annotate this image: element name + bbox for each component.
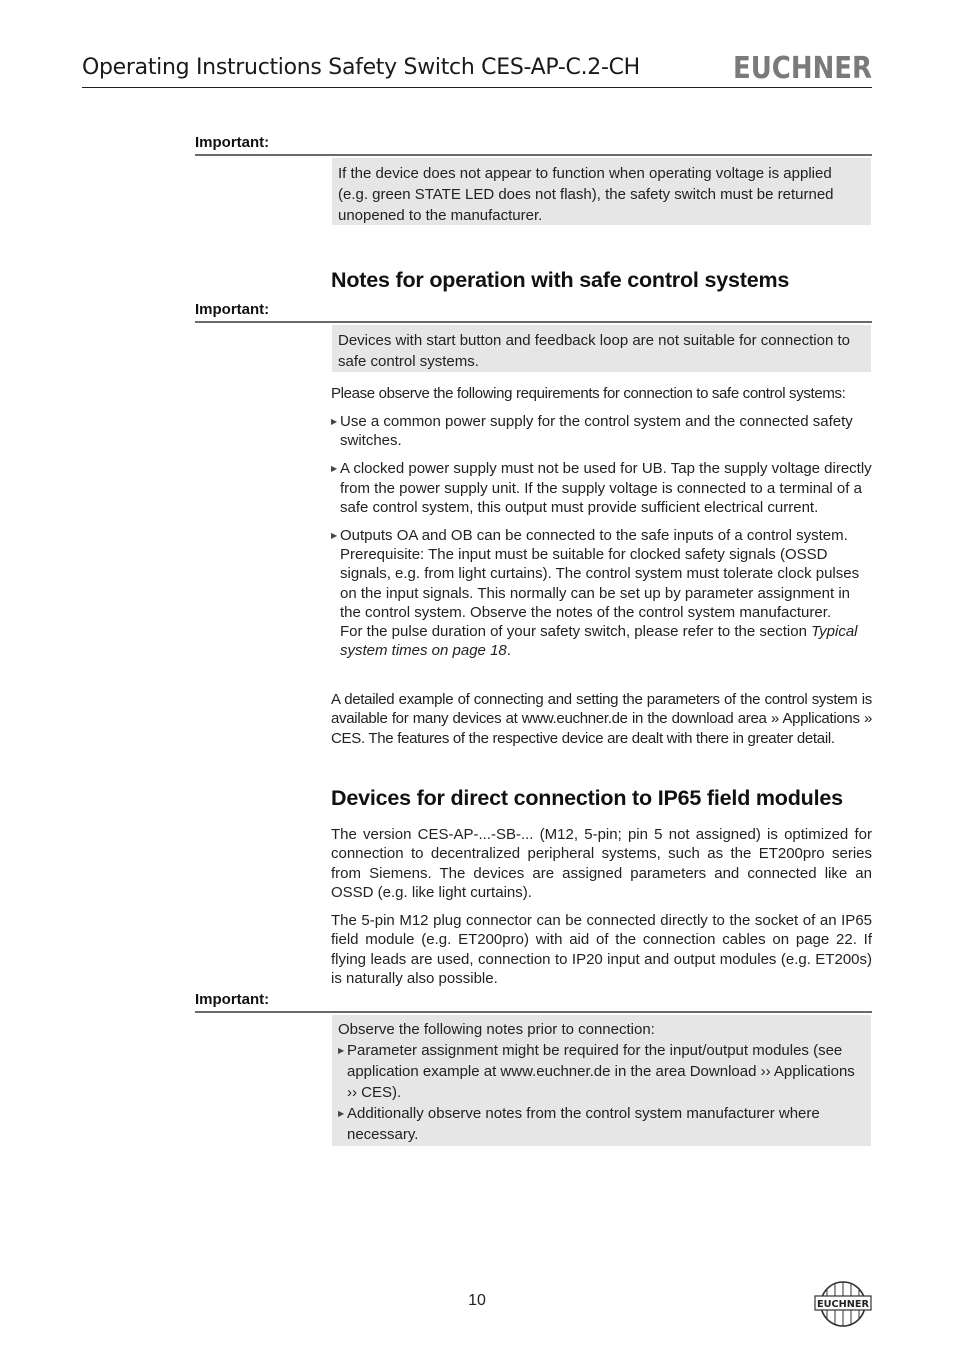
important-divider [195,1011,872,1013]
bullet-arrow-icon: ▶ [331,417,338,426]
important-divider [195,321,872,323]
paragraph: The 5-pin M12 plug connector can be connected directly to the socket of an IP65 field module (e.g. ET200pro) with aid of the connection cables on page 22. If flying leads are used, connection to IP20 input and output modules (e.g. ET200s) is naturally also possible. [331,912,872,987]
important-label: Important: [195,991,270,1008]
list-item-text: . [506,642,511,660]
euchner-seal-logo [813,1280,873,1328]
document-title: Operating Instructions Safety Switch CES-AP-C.2-CH [82,55,640,80]
bullet-arrow-icon: ▶ [338,1046,345,1055]
important-divider [195,154,872,156]
list-item-text: For the pulse duration of your safety switch, please refer to the section [340,623,812,641]
list-item-text: Additionally observe notes from the control system manufacturer where necessary. [347,1105,820,1143]
important-note-box [332,1015,871,1146]
important-note-text: Observe the following notes prior to connection: [338,1021,655,1038]
list-item [331,459,872,517]
paragraph: The version CES-AP-...-SB-... (M12, 5-pin; pin 5 not assigned) is optimized for connection to decentralized peripheral systems, such as the ET200pro series from Siemens. The devices are assigned parameters and connected like an OSSD (e.g. like light curtains). [331,826,872,901]
closing-paragraph: A detailed example of connecting and setting the parameters of the control system is available for many devices at www.euchner.de in the download area » Applications » CES. The features of the respective device are dealt with there in greater detail. [331,691,872,747]
header-divider [82,87,872,88]
list-item [331,526,872,660]
seal-logo-text: EUCHNER [817,1299,870,1310]
list-item-text: A clocked power supply must not be used for UB. Tap the supply voltage directly from the power supply unit. If the supply voltage is connected to a terminal of a safe control system, this output must provide sufficient electrical current. [340,460,872,516]
page-number: 10 [468,1292,486,1309]
note-list [338,1040,865,1145]
logo-text: EUCHNER [733,51,872,86]
important-note-box [332,325,871,372]
section-heading-ip65: Devices for direct connection to IP65 field modules [331,786,843,810]
important-label: Important: [195,134,270,151]
list-item [338,1103,865,1145]
list-item [338,1040,865,1103]
important-label: Important: [195,301,270,318]
list-item [331,412,872,450]
list-item-text: Parameter assignment might be required for the input/output modules (see application example at www.euchner.de in the area Download ›› Applications ›› CES). [347,1042,855,1101]
euchner-logo [733,50,872,86]
important-note-text: If the device does not appear to function when operating voltage is applied (e.g. green STATE LED does not flash), the safety switch must be returned unopened to the manufacturer. [338,165,834,224]
bullet-arrow-icon: ▶ [331,464,338,474]
section-heading-safe-control: Notes for operation with safe control systems [331,268,790,292]
requirements-list [331,412,872,669]
important-note-text: Devices with start button and feedback loop are not suitable for connection to safe control systems. [338,332,850,370]
cross-reference: Typical system times on page 18 [340,623,858,660]
intro-paragraph: Please observe the following requirements for connection to safe control systems: [331,385,846,402]
list-item-text: Outputs OA and OB can be connected to the safe inputs of a control system. Prerequisite: The input must be suitable for clocked safety signals (OSSD signals, e.g. from light curtains). The control system must tolerate clock pulses on the input signals. This normally can be set up by parameter assignment in the control system. Observe the notes of the control system manufacturer. [340,527,860,621]
bullet-arrow-icon: ▶ [338,1109,345,1118]
important-note-box [332,158,871,225]
list-item-text: Use a common power supply for the control system and the connected safety switches. [340,413,853,450]
bullet-arrow-icon: ▶ [331,531,338,541]
